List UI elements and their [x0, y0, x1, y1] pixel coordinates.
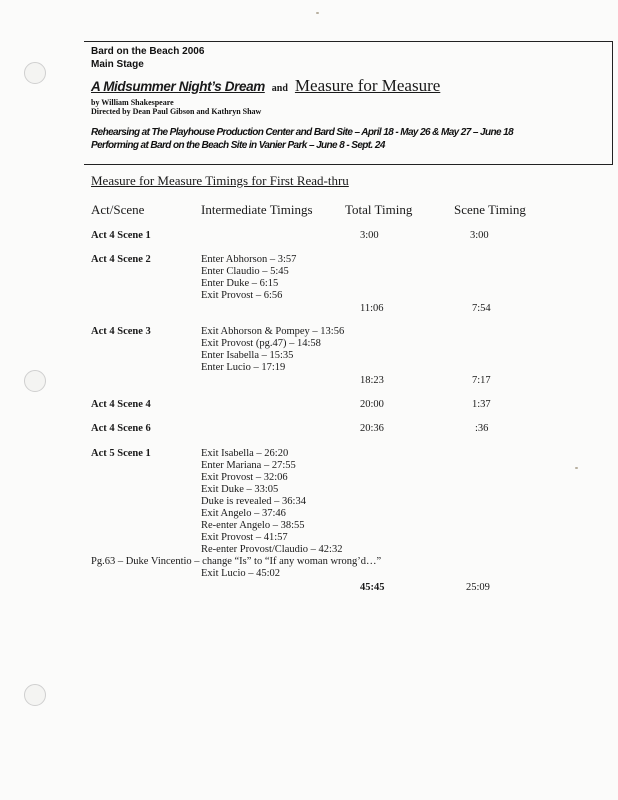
header-performing: Performing at Bard on the Beach Site in Vanier Park – June 8 - Sept. 24 [91, 140, 385, 151]
paper-speck [575, 467, 578, 469]
intermediate-timing: Exit Abhorson & Pompey – 13:56 [201, 326, 345, 337]
header-author: by William Shakespeare [91, 98, 174, 107]
title-measure: Measure for Measure [294, 76, 441, 95]
intermediate-timing: Re-enter Angelo – 38:55 [201, 520, 305, 531]
punch-hole-bottom [24, 684, 46, 706]
table-row-scene: Act 4 Scene 3 [91, 326, 151, 337]
intermediate-timing: Exit Isabella – 26:20 [201, 448, 289, 459]
column-header-act-scene: Act/Scene [91, 202, 145, 217]
table-row-scene: Act 4 Scene 6 [91, 423, 151, 434]
grand-total-timing: 45:45 [360, 582, 385, 593]
table-row-scene: Act 4 Scene 4 [91, 399, 151, 410]
intermediate-timing: Exit Lucio – 45:02 [201, 568, 281, 579]
intermediate-timing: Exit Provost (pg.47) – 14:58 [201, 338, 321, 349]
paper-speck [316, 12, 319, 14]
intermediate-timing: Enter Isabella – 15:35 [201, 350, 294, 361]
intermediate-timing: Exit Provost – 6:56 [201, 290, 283, 301]
intermediate-timing: Exit Provost – 32:06 [201, 472, 288, 483]
punch-hole-middle [24, 370, 46, 392]
header-directors: Directed by Dean Paul Gibson and Kathryn Shaw [91, 107, 262, 116]
header-company: Bard on the Beach 2006 [91, 46, 205, 57]
scene-timing: 25:09 [466, 582, 490, 593]
note-line: Pg.63 – Duke Vincentio – change “Is” to “If any woman wrong’d…” [91, 556, 382, 567]
total-timing: 20:36 [360, 423, 384, 434]
punch-hole-top [24, 62, 46, 84]
total-timing: 11:06 [360, 303, 384, 314]
scene-timing: :36 [475, 423, 489, 434]
intermediate-timing: Enter Lucio – 17:19 [201, 362, 286, 373]
title-and: and [271, 83, 288, 94]
intermediate-timing: Exit Angelo – 37:46 [201, 508, 286, 519]
production-title [91, 76, 440, 96]
column-header-scene: Scene Timing [454, 202, 526, 217]
table-row-scene: Act 5 Scene 1 [91, 448, 151, 459]
column-header-intermediate: Intermediate Timings [201, 202, 313, 217]
scene-timing: 1:37 [472, 399, 491, 410]
header-stage: Main Stage [91, 59, 144, 70]
intermediate-timing: Re-enter Provost/Claudio – 42:32 [201, 544, 343, 555]
scene-timing: 3:00 [470, 230, 489, 241]
header-rehearsing: Rehearsing at The Playhouse Production Center and Bard Site – April 18 - May 26 & May 27 – June 18 [91, 127, 514, 138]
document-title: Measure for Measure Timings for First Read-thru [91, 173, 349, 188]
scene-timing: 7:17 [472, 375, 491, 386]
table-row-scene: Act 4 Scene 1 [91, 230, 151, 241]
intermediate-timing: Enter Duke – 6:15 [201, 278, 279, 289]
total-timing: 20:00 [360, 399, 384, 410]
intermediate-timing: Duke is revealed – 36:34 [201, 496, 306, 507]
intermediate-timing: Enter Claudio – 5:45 [201, 266, 289, 277]
total-timing: 18:23 [360, 375, 384, 386]
table-row-scene: Act 4 Scene 2 [91, 254, 151, 265]
scene-timing: 7:54 [472, 303, 491, 314]
intermediate-timing: Enter Abhorson – 3:57 [201, 254, 297, 265]
intermediate-timing: Exit Provost – 41:57 [201, 532, 288, 543]
intermediate-timing: Enter Mariana – 27:55 [201, 460, 296, 471]
intermediate-timing: Exit Duke – 33:05 [201, 484, 279, 495]
title-midsummer: A Midsummer Night’s Dream [91, 79, 265, 94]
column-header-total: Total Timing [345, 202, 413, 217]
total-timing: 3:00 [360, 230, 379, 241]
